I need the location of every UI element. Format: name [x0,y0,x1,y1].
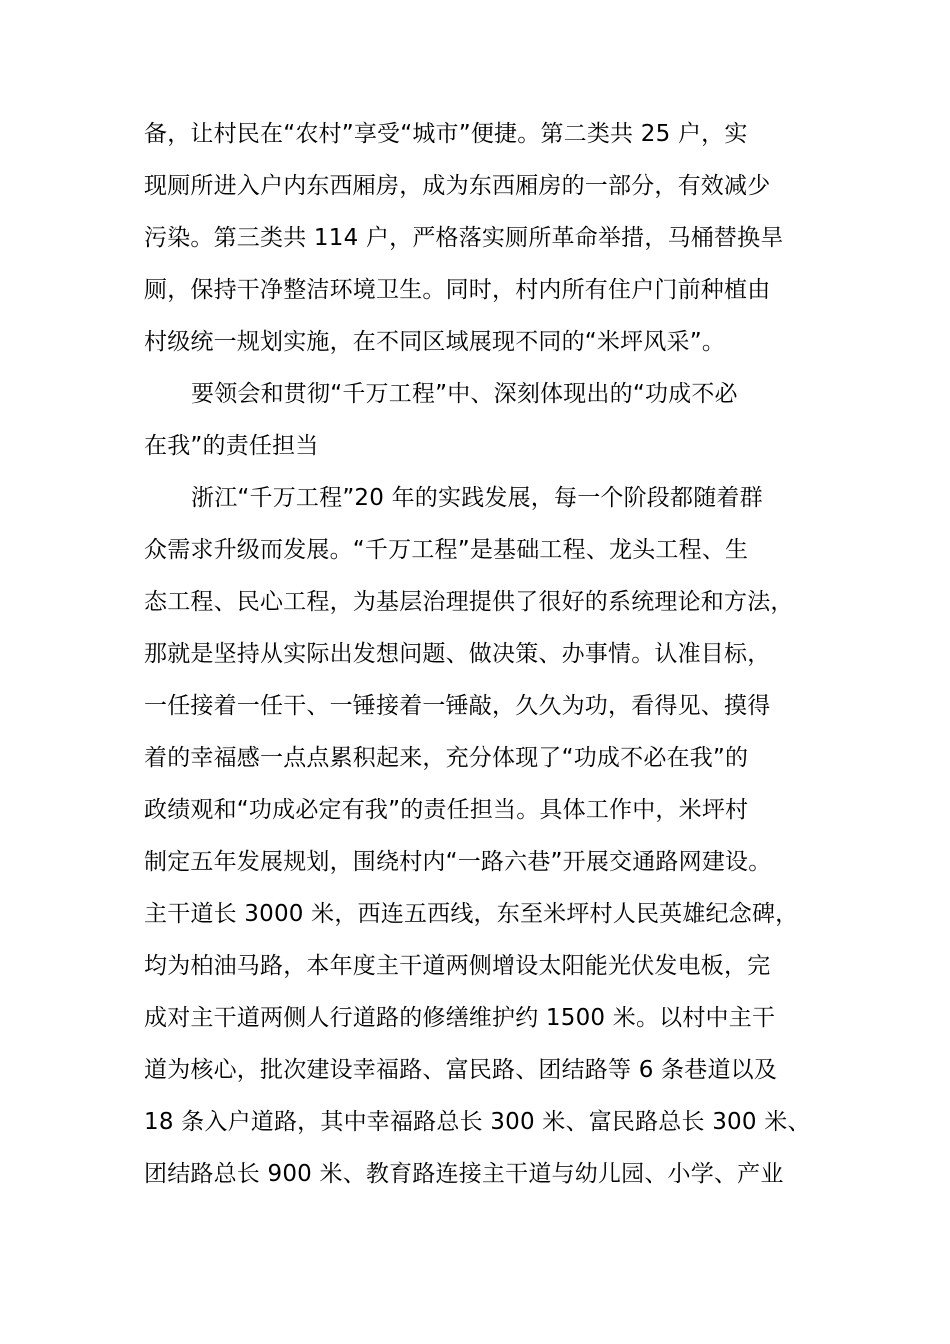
text-line: 备，让村民在“农村”享受“城市”便捷。第二类共 25 户，实 [144,121,748,147]
text-line: 现厕所进入户内东西厢房，成为东西厢房的一部分，有效减少 [144,173,771,199]
section-heading-line: 在我”的责任担当 [144,433,319,459]
text-line: 制定五年发展规划，围绕村内“一路六巷”开展交通路网建设。 [144,849,772,875]
paragraph-start-line: 浙江“千万工程”20 年的实践发展，每一个阶段都随着群 [191,485,763,511]
text-line: 着的幸福感一点点累积起来，充分体现了“功成不必在我”的 [144,745,749,771]
text-line: 政绩观和“功成必定有我”的责任担当。具体工作中，米坪村 [144,797,749,823]
text-line: 污染。第三类共 114 户，严格落实厕所革命举措，马桶替换旱 [144,225,784,251]
text-line: 态工程、民心工程，为基层治理提供了很好的系统理论和方法， [144,589,794,615]
text-line: 道为核心，批次建设幸福路、富民路、团结路等 6 条巷道以及 [144,1057,778,1083]
text-line: 均为柏油马路，本年度主干道两侧增设太阳能光伏发电板，完 [144,953,771,979]
text-line: 厕，保持干净整洁环境卫生。同时，村内所有住户门前种植由 [144,277,771,303]
text-line: 众需求升级而发展。“千万工程”是基础工程、龙头工程、生 [144,537,749,563]
text-line: 一任接着一任干、一锤接着一锤敲，久久为功，看得见、摸得 [144,693,771,719]
text-line: 18 条入户道路，其中幸福路总长 300 米、富民路总长 300 米、 [144,1109,811,1135]
text-line: 成对主干道两侧人行道路的修缮维护约 1500 米。以村中主干 [144,1005,776,1031]
text-line: 团结路总长 900 米、教育路连接主干道与幼儿园、小学、产业 [144,1161,784,1187]
text-line: 那就是坚持从实际出发想问题、做决策、办事情。认准目标， [144,641,771,667]
section-heading-line: 要领会和贯彻“千万工程”中、深刻体现出的“功成不必 [191,381,738,407]
text-line: 村级统一规划实施，在不同区域展现不同的“米坪风采”。 [144,329,726,355]
body-text [144,108,824,1200]
text-line: 主干道长 3000 米，西连五西线，东至米坪村人民英雄纪念碑， [144,901,799,927]
